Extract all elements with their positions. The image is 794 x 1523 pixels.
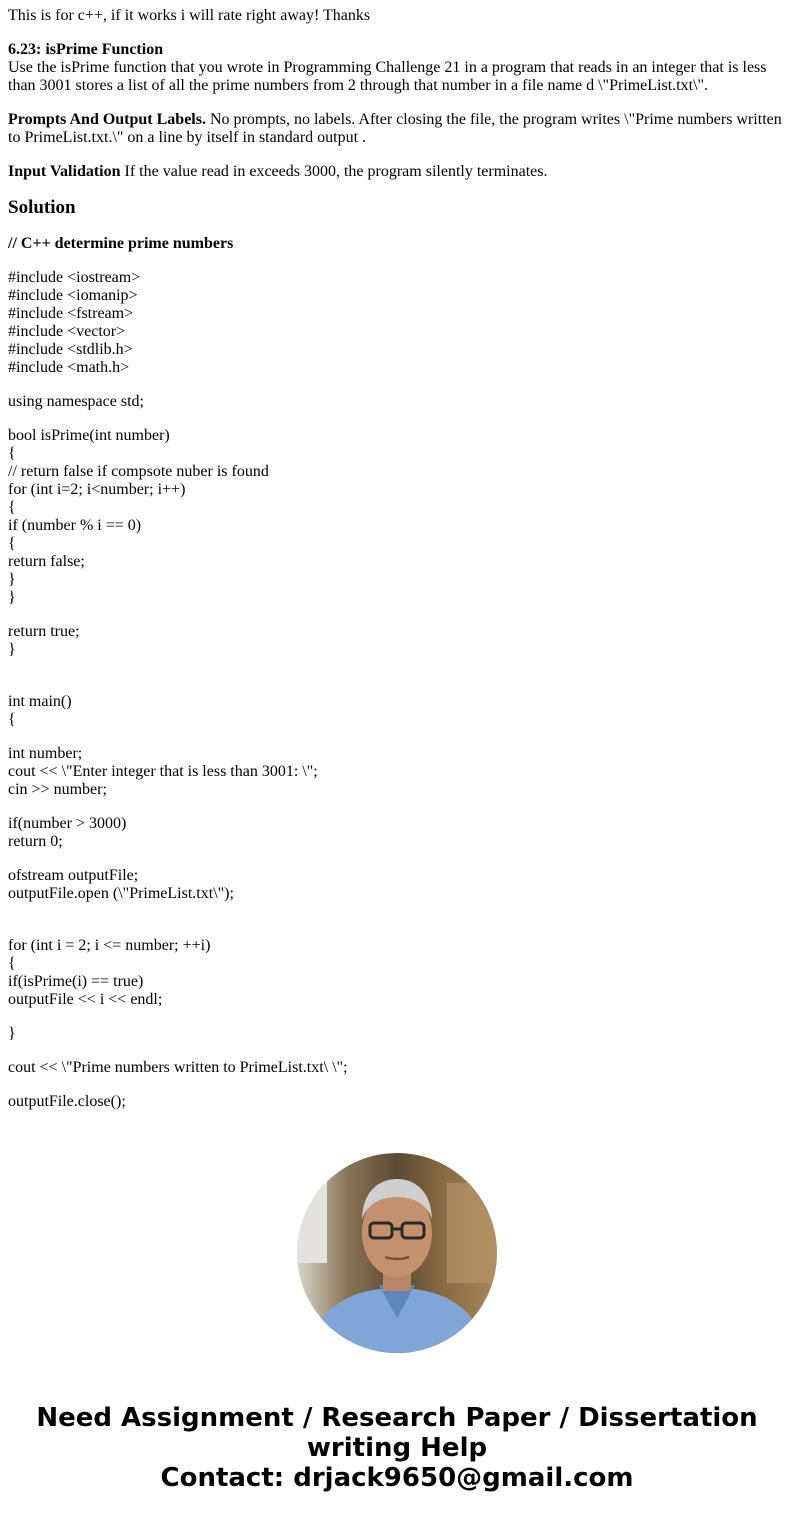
person-portrait-icon [297,1153,497,1353]
code-open-file: ofstream outputFile; outputFile.open (\"PrimeList.txt\"); [8,867,234,902]
validation-section [8,163,786,181]
code-close-file: outputFile.close(); [8,1093,126,1110]
footer-banner [0,1403,794,1493]
prompts-label: Prompts And Output Labels. [8,111,206,128]
code-validate: if(number > 3000) return 0; [8,815,127,850]
code-spacer [8,675,786,693]
code-title [8,235,786,253]
code-for-loop: for (int i = 2; i <= number; ++i) { if(isPrime(i) == true) outputFile << i << endl; [8,937,211,1008]
footer-contact: Contact: drjack9650@gmail.com [160,1463,634,1493]
avatar [297,1153,497,1353]
footer-line-1: Need Assignment / Research Paper / Dissertation [36,1403,758,1433]
solution-heading: Solution [8,197,76,218]
intro-text: This is for c++, if it works i will rate right away! Thanks [8,7,371,24]
code-main-start: int main() { [8,693,72,728]
code-read-input: int number; cout << \"Enter integer that is less than 3001: \"; cin >> number; [8,745,318,798]
problem-description: Use the isPrime function that you wrote in Programming Challenge 21 in a program that reads in an integer that is less than 3001 stores a list of all the prime numbers from 2 through that number in a file name d \"PrimeList.txt\". [8,59,767,94]
code-spacer [8,919,786,937]
problem-heading: 6.23: isPrime Function [8,41,164,58]
prompts-text: No prompts, no labels. After closing the file, the program writes \"Prime numbers written to PrimeList.txt.\" on a line by itself in standard output . [8,111,782,146]
code-includes: #include <iostream> #include <iomanip> #include <fstream> #include <vector> #include <stdlib.h> #include <math.h> [8,269,141,376]
code-isprime-return: return true; } [8,623,80,658]
validation-label: Input Validation [8,163,121,180]
code-title-text: // C++ determine prime numbers [8,235,234,252]
code-loop-close: } [8,1025,16,1042]
code-namespace: using namespace std; [8,393,144,410]
code-isprime-loop: bool isPrime(int number) { // return false if compsote nuber is found for (int i=2; i<number; i++) { if (number % i == 0) { return false; } } [8,427,269,606]
validation-text: If the value read in exceeds 3000, the program silently terminates. [120,163,548,180]
footer-line-2: writing Help [306,1433,488,1463]
code-cout-done: cout << \"Prime numbers written to PrimeList.txt\ \"; [8,1059,348,1076]
prompts-section [8,111,786,147]
problem-section [8,41,786,95]
